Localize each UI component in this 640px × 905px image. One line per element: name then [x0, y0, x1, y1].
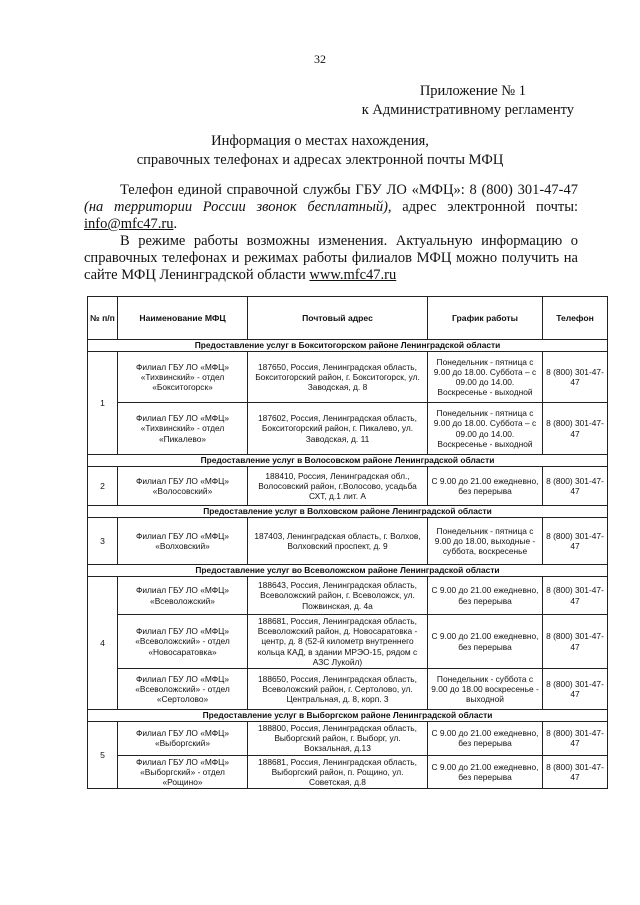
table-row — [88, 518, 608, 565]
section-row — [88, 340, 608, 352]
row-name: Филиал ГБУ ЛО «МФЦ» «Всеволожский» - отдел «Сертолово» — [118, 669, 248, 710]
appendix-line-2: к Административному регламенту — [361, 102, 574, 118]
table-row — [88, 722, 608, 756]
intro-email-label: адрес электронной почты: — [391, 199, 578, 215]
row-address: 188800, Россия, Ленинградская область, Выборгский район, г. Выборг, ул. Вокзальная, д.13 — [248, 722, 428, 756]
row-schedule: С 9.00 до 21.00 ежедневно, без перерыва — [428, 467, 543, 506]
section-row — [88, 710, 608, 722]
row-address: 188681, Россия, Ленинградская область, Всеволожский район, д. Новосаратовка - центр, д. 8 (52-й километр внутреннего кольца КАД, в здании МРЭО-15, рядом с АЗС Лукойл) — [248, 615, 428, 669]
row-address: 187403, Ленинградская область, г. Волхов, Волховский проспект, д. 9 — [248, 518, 428, 565]
row-number: 4 — [88, 577, 118, 710]
table-row — [88, 467, 608, 506]
document-title — [0, 132, 640, 170]
row-schedule: С 9.00 до 21.00 ежедневно, без перерыва — [428, 755, 543, 789]
row-address: 188643, Россия, Ленинградская область, Всеволожский район, г. Всеволожск, ул. Пожвинская, д. 4а — [248, 577, 428, 615]
row-address: 187650, Россия, Ленинградская область, Бокситогорский район, г. Бокситогорск, ул. Заводская, д. 8 — [248, 352, 428, 403]
section-title: Предоставление услуг во Всеволожском районе Ленинградской области — [88, 565, 608, 577]
intro-paragraph-1 — [84, 182, 578, 233]
intro-text — [84, 182, 578, 284]
row-name: Филиал ГБУ ЛО «МФЦ» «Всеволожский» — [118, 577, 248, 615]
section-row — [88, 455, 608, 467]
appendix-header — [362, 82, 574, 120]
row-address: 188650, Россия, Ленинградская область, Всеволожский район, г. Сертолово, ул. Центральная, д. 8, корп. 3 — [248, 669, 428, 710]
header-phone: Телефон — [543, 297, 608, 340]
intro-paragraph-2 — [84, 233, 578, 284]
intro-period: . — [173, 216, 178, 232]
row-name: Филиал ГБУ ЛО «МФЦ» «Волосовский» — [118, 467, 248, 506]
row-number: 3 — [88, 518, 118, 565]
intro-changes-text: В режиме работы возможны изменения. Актуальную информацию о справочных телефонах и режимах работы филиалов МФЦ можно получить на сайте МФЦ Ленинградской области — [84, 233, 578, 283]
appendix-line-1: Приложение № 1 — [419, 83, 526, 99]
row-schedule: С 9.00 до 21.00 ежедневно, без перерыва — [428, 722, 543, 756]
table-row — [88, 352, 608, 403]
table-row — [88, 615, 608, 669]
section-title: Предоставление услуг в Выборгском районе Ленинградской области — [88, 710, 608, 722]
header-schedule: График работы — [428, 297, 543, 340]
table-row — [88, 669, 608, 710]
row-name: Филиал ГБУ ЛО «МФЦ» «Всеволожский» - отдел «Новосаратовка» — [118, 615, 248, 669]
section-title: Предоставление услуг в Волховском районе Ленинградской области — [88, 506, 608, 518]
row-name: Филиал ГБУ ЛО «МФЦ» «Волховский» — [118, 518, 248, 565]
section-title: Предоставление услуг в Бокситогорском районе Ленинградской области — [88, 340, 608, 352]
title-line-2: справочных телефонах и адресах электронной почты МФЦ — [136, 152, 504, 168]
row-phone: 8 (800) 301-47-47 — [543, 669, 608, 710]
table-row — [88, 577, 608, 615]
row-address: 187602, Россия, Ленинградская область, Бокситогорский район, г. Пикалево, ул. Заводская, д. 11 — [248, 403, 428, 455]
table-header-row — [88, 297, 608, 340]
row-phone: 8 (800) 301-47-47 — [543, 755, 608, 789]
row-name: Филиал ГБУ ЛО «МФЦ» «Выборгский» - отдел «Рощино» — [118, 755, 248, 789]
row-schedule: Понедельник - суббота с 9.00 до 18.00 воскресенье - выходной — [428, 669, 543, 710]
mfc-table — [87, 296, 608, 789]
row-phone: 8 (800) 301-47-47 — [543, 615, 608, 669]
page-number: 32 — [314, 52, 326, 66]
row-name: Филиал ГБУ ЛО «МФЦ» «Тихвинский» - отдел «Бокситогорск» — [118, 352, 248, 403]
row-phone: 8 (800) 301-47-47 — [543, 518, 608, 565]
table-row — [88, 755, 608, 789]
row-number: 5 — [88, 722, 118, 789]
header-num: № п/п — [88, 297, 118, 340]
section-row — [88, 565, 608, 577]
row-number: 2 — [88, 467, 118, 506]
header-name: Наименование МФЦ — [118, 297, 248, 340]
email-link[interactable]: info@mfc47.ru — [84, 216, 174, 232]
row-phone: 8 (800) 301-47-47 — [543, 403, 608, 455]
header-address: Почтовый адрес — [248, 297, 428, 340]
row-name: Филиал ГБУ ЛО «МФЦ» «Выборгский» — [118, 722, 248, 756]
row-schedule: С 9.00 до 21.00 ежедневно, без перерыва — [428, 615, 543, 669]
intro-free-call-note: (на территории России звонок бесплатный), — [84, 199, 392, 215]
row-phone: 8 (800) 301-47-47 — [543, 352, 608, 403]
row-address: 188681, Россия, Ленинградская область, Выборгский район, п. Рощино, ул. Советская, д.8 — [248, 755, 428, 789]
row-phone: 8 (800) 301-47-47 — [543, 467, 608, 506]
row-phone: 8 (800) 301-47-47 — [543, 722, 608, 756]
intro-phone-text: Телефон единой справочной службы ГБУ ЛО «МФЦ»: 8 (800) 301-47-47 — [120, 182, 578, 198]
section-row — [88, 506, 608, 518]
row-schedule: Понедельник - пятница с 9.00 до 18.00. Суббота – с 09.00 до 14.00. Воскресенье - выходной — [428, 403, 543, 455]
row-address: 188410, Россия, Ленинградская обл., Волосовский район, г.Волосово, усадьба СХТ, д.1 лит. А — [248, 467, 428, 506]
table-row — [88, 403, 608, 455]
row-schedule: С 9.00 до 21.00 ежедневно, без перерыва — [428, 577, 543, 615]
row-schedule: Понедельник - пятница с 9.00 до 18.00. Суббота – с 09.00 до 14.00. Воскресенье - выходной — [428, 352, 543, 403]
row-phone: 8 (800) 301-47-47 — [543, 577, 608, 615]
section-title: Предоставление услуг в Волосовском районе Ленинградской области — [88, 455, 608, 467]
row-schedule: Понедельник - пятница с 9.00 до 18.00, выходные - суббота, воскресенье — [428, 518, 543, 565]
row-number: 1 — [88, 352, 118, 455]
title-line-1: Информация о местах нахождения, — [211, 133, 429, 149]
website-link[interactable]: www.mfc47.ru — [309, 267, 397, 283]
row-name: Филиал ГБУ ЛО «МФЦ» «Тихвинский» - отдел «Пикалево» — [118, 403, 248, 455]
